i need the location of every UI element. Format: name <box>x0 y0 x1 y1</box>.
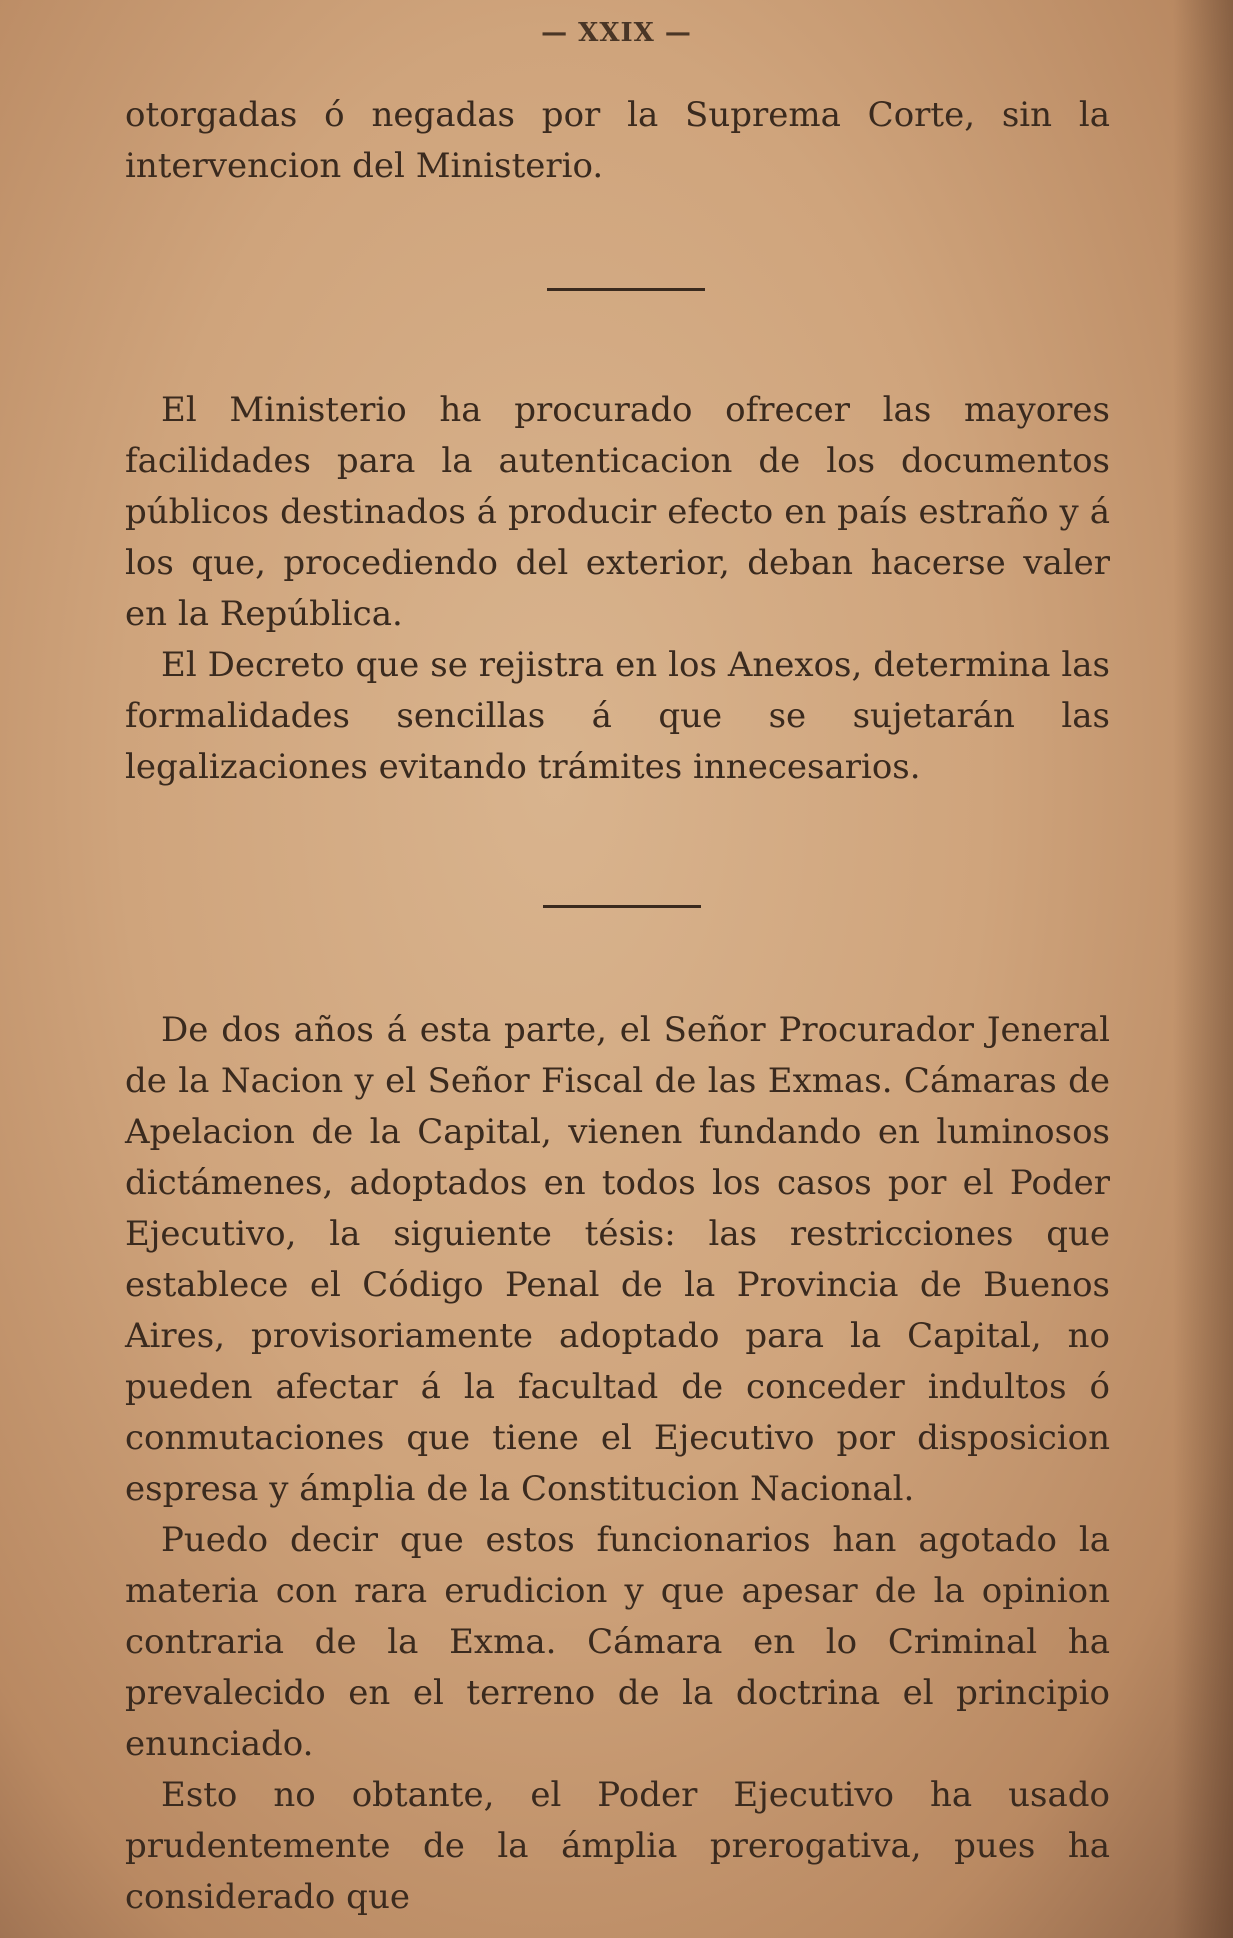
paragraph: otorgadas ó negadas por la Suprema Corte, sin la intervencion del Ministerio. <box>125 95 1110 186</box>
section-authentication <box>125 385 1110 793</box>
section-divider <box>547 288 705 291</box>
paragraph: Puedo decir que estos funcionarios han agotado la materia con rara erudicion y que apesar de la opinion contraria de la Exma. Cámara en lo Criminal ha prevalecido en el terreno de la doctrina el principio enunciado. <box>125 1520 1110 1764</box>
section-continuation <box>125 90 1110 192</box>
page-edge-shadow <box>1173 0 1233 1938</box>
section-pardons <box>125 1005 1110 1923</box>
paragraph: El Decreto que se rejistra en los Anexos, determina las formalidades sencillas á que se sujetarán las legalizaciones evitando trámites innecesarios. <box>125 645 1110 787</box>
page-number: — XXIX — <box>541 18 692 48</box>
section-divider <box>543 905 701 908</box>
paragraph: Esto no obtante, el Poder Ejecutivo ha usado prudentemente de la ámplia prerogativa, pues ha considerado que <box>125 1775 1110 1917</box>
paragraph: De dos años á esta parte, el Señor Procurador Jeneral de la Nacion y el Señor Fiscal de las Exmas. Cámaras de Apelacion de la Capital, vienen fundando en luminosos dictámenes, adoptados en todos los casos por el Poder Ejecutivo, la siguiente tésis: las restricciones que establece el Código Penal de la Provincia de Buenos Aires, provisoriamente adoptado para la Capital, no pueden afectar á la facultad de conceder indultos ó conmutaciones que tiene el Ejecutivo por disposicion espresa y ámplia de la Constitucion Nacional. <box>125 1010 1110 1509</box>
paragraph: El Ministerio ha procurado ofrecer las mayores facilidades para la autenticacion de los documentos públicos destinados á producir efecto en país estraño y á los que, procediendo del exterior, deban hacerse valer en la República. <box>125 390 1110 634</box>
